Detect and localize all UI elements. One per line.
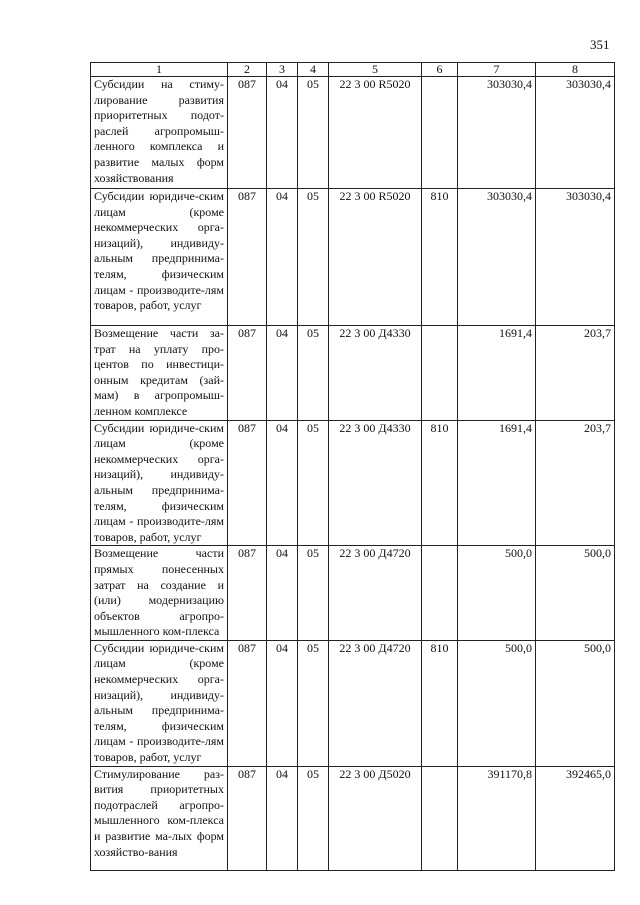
subsection-code: 05 bbox=[298, 77, 329, 189]
amount-year-1: 303030,4 bbox=[458, 77, 536, 189]
expense-kind-code bbox=[422, 77, 458, 189]
column-header: 5 bbox=[329, 63, 422, 77]
section-code: 04 bbox=[267, 77, 298, 189]
subsection-code: 05 bbox=[298, 766, 329, 870]
target-article-code: 22 3 00 R5020 bbox=[329, 77, 422, 189]
ministry-code: 087 bbox=[228, 420, 267, 546]
amount-year-1: 1691,4 bbox=[458, 326, 536, 421]
amount-year-2: 500,0 bbox=[536, 640, 615, 766]
target-article-code: 22 3 00 R5020 bbox=[329, 189, 422, 326]
amount-year-1: 303030,4 bbox=[458, 189, 536, 326]
amount-year-2: 500,0 bbox=[536, 546, 615, 641]
table-row bbox=[91, 546, 615, 641]
amount-year-1: 500,0 bbox=[458, 640, 536, 766]
column-header: 4 bbox=[298, 63, 329, 77]
amount-year-1: 500,0 bbox=[458, 546, 536, 641]
target-article-code: 22 3 00 Д4720 bbox=[329, 640, 422, 766]
column-header: 8 bbox=[536, 63, 615, 77]
expense-kind-code: 810 bbox=[422, 189, 458, 326]
target-article-code: 22 3 00 Д4720 bbox=[329, 546, 422, 641]
amount-year-2: 303030,4 bbox=[536, 189, 615, 326]
ministry-code: 087 bbox=[228, 766, 267, 870]
table-row bbox=[91, 766, 615, 870]
table-row bbox=[91, 640, 615, 766]
ministry-code: 087 bbox=[228, 640, 267, 766]
expense-kind-code bbox=[422, 326, 458, 421]
ministry-code: 087 bbox=[228, 77, 267, 189]
amount-year-1: 1691,4 bbox=[458, 420, 536, 546]
item-name: Стимулирование раз-вития приоритетных подотраслей агропро-мышленного ком-плекса и развитие ма-лых форм хозяйство-вания bbox=[91, 766, 228, 870]
item-name: Субсидии юридиче-ским лицам (кроме некоммерческих орга-низаций), индивиду-альным предпринима-телям, физическим лицам - производите-лям товаров, работ, услуг bbox=[91, 420, 228, 546]
table-header-row bbox=[91, 63, 615, 77]
column-header: 1 bbox=[91, 63, 228, 77]
item-name: Субсидии на стиму-лирование развития приоритетных подот-раслей агропромыш-ленного комплекса и развитие малых форм хозяйствования bbox=[91, 77, 228, 189]
amount-year-2: 203,7 bbox=[536, 420, 615, 546]
section-code: 04 bbox=[267, 546, 298, 641]
page-number: 351 bbox=[590, 37, 610, 52]
ministry-code: 087 bbox=[228, 546, 267, 641]
column-header: 6 bbox=[422, 63, 458, 77]
table-row bbox=[91, 189, 615, 326]
target-article-code: 22 3 00 Д4330 bbox=[329, 326, 422, 421]
expense-kind-code bbox=[422, 546, 458, 641]
table-row bbox=[91, 77, 615, 189]
subsection-code: 05 bbox=[298, 326, 329, 421]
section-code: 04 bbox=[267, 640, 298, 766]
subsection-code: 05 bbox=[298, 420, 329, 546]
table-row bbox=[91, 420, 615, 546]
expense-kind-code: 810 bbox=[422, 640, 458, 766]
column-header: 7 bbox=[458, 63, 536, 77]
section-code: 04 bbox=[267, 189, 298, 326]
target-article-code: 22 3 00 Д4330 bbox=[329, 420, 422, 546]
item-name: Субсидии юридиче-ским лицам (кроме некоммерческих орга-низаций), индивиду-альным предпринима-телям, физическим лицам - производите-лям товаров, работ, услуг bbox=[91, 640, 228, 766]
ministry-code: 087 bbox=[228, 189, 267, 326]
subsection-code: 05 bbox=[298, 189, 329, 326]
section-code: 04 bbox=[267, 326, 298, 421]
column-header: 3 bbox=[267, 63, 298, 77]
amount-year-2: 203,7 bbox=[536, 326, 615, 421]
ministry-code: 087 bbox=[228, 326, 267, 421]
expense-kind-code: 810 bbox=[422, 420, 458, 546]
subsection-code: 05 bbox=[298, 546, 329, 641]
amount-year-2: 303030,4 bbox=[536, 77, 615, 189]
budget-table bbox=[90, 62, 615, 871]
section-code: 04 bbox=[267, 766, 298, 870]
item-name: Возмещение части за-трат на уплату про-центов по инвестици-онным кредитам (зай-мам) в агропромыш-ленном комплексе bbox=[91, 326, 228, 421]
column-header: 2 bbox=[228, 63, 267, 77]
item-name: Субсидии юридиче-ским лицам (кроме некоммерческих орга-низаций), индивиду-альным предпринима-телям, физическим лицам - производите-лям товаров, работ, услуг bbox=[91, 189, 228, 326]
subsection-code: 05 bbox=[298, 640, 329, 766]
item-name: Возмещение части прямых понесенных затрат на создание и (или) модернизацию объектов агропро-мышленного ком-плекса bbox=[91, 546, 228, 641]
amount-year-2: 392465,0 bbox=[536, 766, 615, 870]
expense-kind-code bbox=[422, 766, 458, 870]
target-article-code: 22 3 00 Д5020 bbox=[329, 766, 422, 870]
table-row bbox=[91, 326, 615, 421]
section-code: 04 bbox=[267, 420, 298, 546]
amount-year-1: 391170,8 bbox=[458, 766, 536, 870]
